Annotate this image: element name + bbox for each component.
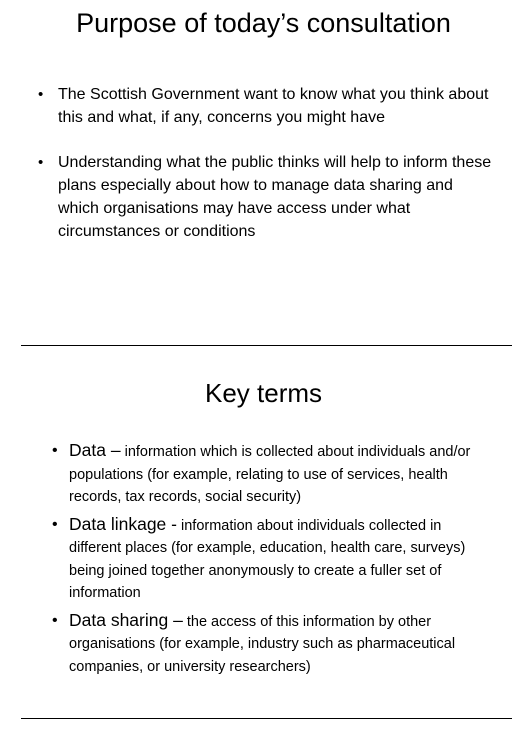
bullet-icon: • xyxy=(38,154,44,171)
list-item xyxy=(52,439,492,509)
term-definition: information which is collected about individuals and/or populations (for example, relating to use of services, health records, tax records, social security) xyxy=(69,444,471,505)
term-label: Data linkage - xyxy=(69,513,177,534)
slide-purpose xyxy=(0,0,527,345)
slide-title: Key terms xyxy=(204,378,323,408)
list-item xyxy=(38,83,498,129)
bullet-icon: • xyxy=(52,515,58,533)
bullet-text: The Scottish Government want to know what you think about this and what, if any, concerns you might have xyxy=(58,86,489,126)
bullet-icon: • xyxy=(52,611,58,629)
list-item xyxy=(38,151,498,243)
terms-list xyxy=(52,439,492,682)
term-label: Data – xyxy=(69,440,121,460)
list-item xyxy=(52,513,492,605)
bullet-icon: • xyxy=(38,86,44,103)
slide-title: Purpose of today’s consultation xyxy=(76,8,451,38)
term-definition: information about individuals collected in different places (for example, education, health care, surveys) being joined together anonymously to create a fuller set of information xyxy=(69,517,466,601)
bullet-list xyxy=(38,83,498,265)
term-definition: the access of this information by other organisations (for example, industry such as pharmaceutical companies, or university researchers) xyxy=(69,613,456,675)
list-item xyxy=(52,609,492,679)
slide-key-terms xyxy=(0,347,527,719)
slide-divider xyxy=(21,718,512,719)
slide-divider xyxy=(21,345,512,346)
term-label: Data sharing – xyxy=(69,609,183,630)
bullet-icon: • xyxy=(52,442,58,459)
bullet-text: Understanding what the public thinks will help to inform these plans especially about how to manage data sharing and which organisations may have access under what circumstances or conditions xyxy=(58,154,492,240)
